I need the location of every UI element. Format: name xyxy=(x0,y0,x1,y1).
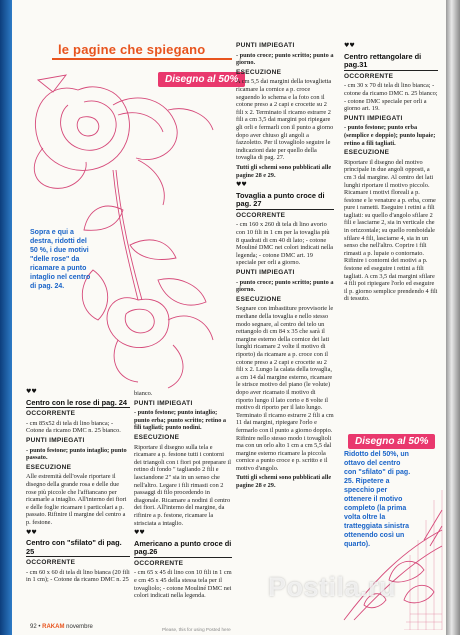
label-punti-l: PUNTI IMPIEGATI xyxy=(26,436,85,444)
column-middle-bottom xyxy=(134,390,232,602)
stem-and-leaves-motif xyxy=(82,170,206,320)
column-right xyxy=(344,42,438,305)
label-occorrente-m: OCCORRENTE xyxy=(134,559,184,567)
text-esecuzione: A cm 5,5 dai margini della tovaglietta ricamare la cornice a p. croce seguendo lo schema e la foto con il cotone preso a 2 capi e crocette su 2 fili x 2. Terminato il ricamo estrarre 2 fili a cm 3,5 dai margini poi ripiegare gli orli e fermarli con il punto a giorno dopo aver chiuso gli angoli a fazzoletto. Per il tovagliolo seguire le indicazioni date per quello della tovaglia di pag. 27. xyxy=(236,78,334,162)
text-continuation: bianco. xyxy=(134,390,153,397)
header-rule xyxy=(52,58,232,60)
label-occorrente-l2: OCCORRENTE xyxy=(26,559,76,567)
badge-design-scale-top: Disegno al 50% xyxy=(158,72,245,87)
left-page-edge xyxy=(0,0,12,635)
text-punti: - punto croce; punto scritto; punto a giorno. xyxy=(236,51,334,67)
label-esecuzione-m: ESECUZIONE xyxy=(134,433,180,441)
small-rose-motif xyxy=(107,298,213,388)
large-rose-motif xyxy=(34,75,213,205)
page-binding xyxy=(446,0,460,635)
text-punti-l: - punto festone; punto intaglio; punto passato. xyxy=(26,446,127,462)
label-esecuzione: ESECUZIONE xyxy=(236,68,282,76)
page-header-title: le pagine che spiegano xyxy=(58,42,206,57)
section-title-centro-rettangolare: Centro rettangolare di pag.31 xyxy=(344,53,438,71)
label-occorrente-l: OCCORRENTE xyxy=(26,410,76,418)
heart-rating-icon-left: ♥♥ xyxy=(26,388,37,395)
section-title-americano: Americano a punto croce di pag.26 xyxy=(134,538,232,557)
footer-separator: • xyxy=(38,624,41,630)
text-occorrente-r: - cm 30 x 70 di tela di lino bianca; - cotone da ricamo DMC n. 25 bianco; - cotone DMC speciale per orli a giorno art. 19. xyxy=(344,82,438,113)
section-title-centro-rose: Centro con le rose di pag. 24 xyxy=(26,399,130,409)
bottom-note: Please, this for using Posted here xyxy=(162,627,231,632)
text-punti-r: - punto festone; punto erba (semplice e doppio); punto lupaie; retino a fili tagliati. xyxy=(344,124,436,147)
text-occorrente-l2: - cm 60 x 60 di tela di lino bianca (20 fili in 1 cm); - Cotone da ricamo DMC n. 25 xyxy=(26,568,130,584)
label-punti-2: PUNTI IMPIEGATI xyxy=(236,269,295,277)
label-punti-r: PUNTI IMPIEGATI xyxy=(344,114,403,122)
badge-design-scale-bottom: Disegno al 50% xyxy=(348,434,435,449)
heart-rating-icon-left-2: ♥♥ xyxy=(26,528,37,536)
text-occorrente: - cm 160 x 260 di tela di lino avorio con 10 fili in 1 cm per la tovaglia più 8 quadrati di cm 40 di lato; - cotone Mouliné DMC nei colori indicati nella legenda; - cotone DMC art. 19 speciale per orli a giorno. xyxy=(236,221,334,267)
text-schemi: Tutti gli schemi sono pubblicati alle pagine 28 e 29. xyxy=(236,163,332,179)
column-middle-top xyxy=(236,42,334,492)
heart-rating-icon: ♥♥ xyxy=(236,181,247,189)
column-left xyxy=(26,388,130,586)
text-occorrente-l: - cm 85x52 di tela di lino bianca; - Cotone da ricamo DMC n. 25 bianco. xyxy=(26,419,121,435)
text-esecuzione-r: Riportare il disegno del motivo principale in due angoli opposti, a cm 3 dal margine. Al centro dei lati lunghi riportare il motivo piccolo. Ricamare i motivi floreali a p. festone e le venature a p. erba, come pure i rametti. Eseguire i retini a fili tagliati: su quello d'angolo sfilare 2 fili e lasciarne 2, sia in verticale che in orizzontale; su quello romboidale sfilare 4 fili, lasciarne 4, sia in un senso che nell'altro. Coprire i fili rimasti a p. lupaie o contornato. Rifinire i contorni dei motivi a p. festone ed eseguire i retini a fili tagliati. A cm 3,5 dai margini sfilare 4 fili poi ripiegare l'orlo ed eseguire il p. giorno semplice prendendo 4 fili di tessuto. xyxy=(344,158,438,303)
section-title-tovaglia: Tovaglia a punto croce di pag. 27 xyxy=(236,192,334,210)
text-punti-2: - punto croce; punto scritto; punto a giorno. xyxy=(236,278,334,294)
label-occorrente: OCCORRENTE xyxy=(236,211,286,219)
section-title-centro-sfilato: Centro con "sfilato" di pag. 25 xyxy=(26,539,130,557)
caption-sfilato-motif: Ridotto del 50%, un ottavo del centro con "sfilato" di pag. 25. Ripetere a specchio per ottenere il motivo completo (la prima volta oltre la tratteggiata sinistra ottenendo così un quarto). xyxy=(344,451,411,548)
text-esecuzione-l: Alle estremità dell'ovale riportare il disegno della grande rosa e delle due rose più piccole che l'affiancano per ricamarle a intaglio. All'interno dei fiori e delle foglie ricamare i particolari a p. passato. Rifinire il margine del centro a p. festone. xyxy=(26,473,127,526)
label-occorrente-r: OCCORRENTE xyxy=(344,72,394,80)
site-watermark: Postila.ru xyxy=(268,572,397,602)
label-esecuzione-l: ESECUZIONE xyxy=(26,463,72,471)
text-punti-m: - punto festone; punto intaglio; punto erba; punto scritto; retino a fili tagliati; punto nodini. xyxy=(134,409,227,432)
label-punti-m: PUNTI IMPIEGATI xyxy=(134,399,193,407)
text-esecuzione-2: Segnare con imbastiture provvisorie le mediane della tovaglia e nello stesso modo segnare, al centro del telo un rettangolo di cm 84 x 35 che sarà il margine esterno della cornice dei lati lunghi ricamare 2 volte il motivo di riporto) da ricamare a p. croce con il cotone preso a 2 capi e crocette su 2 fili x 2. Lungo la calata della tovaglia, a cm 14 dal margine esterno, ricamare le strisce motivo del piano (le volute) dopo aver ricamato il motivo di riporto lungo il lato corto e 8 volte il motivo di riporto per il lato lungo. Terminato il ricamo estrarre 2 fili a cm 11 dai margini, ripiegare l'orlo e fermarlo con il punto a giorno doppio. Rifinire nello stesso modo i tovaglioli ma con un orlo alto 1 cm a cm 5,5 dal margine esterno ricamare la piccola cornice a punto croce e p. scritto e il motivo d'angolo. xyxy=(236,305,334,472)
label-esecuzione-2: ESECUZIONE xyxy=(236,295,282,303)
page-number: 92 xyxy=(30,624,37,630)
text-esecuzione-m: Riportare il disegno sulla tela e ricamare a p. festone tutti i contorni dei triangoli con i fiori poi preparare il retino di fondo " tagliando 2 fili e lasciandone 2" sia in un senso che nell'altro. Legare i fili rimasti con 2 passaggi di filo procedendo in diagonale. Ricamare a nodini il centro dei fiori. All'interno del margine, da rifinire a p. festone, ricamare la strisciata a intaglio. xyxy=(134,443,232,527)
heart-rating-icon-right: ♥♥ xyxy=(344,42,355,49)
page-footer xyxy=(30,624,93,630)
text-schemi-2: Tutti gli schemi sono pubblicati alle pagine 28 e 29. xyxy=(236,474,332,490)
caption-rose-motifs: Sopra e qui a destra, ridotti del 50 %, i due motivi "delle rose" da ricamare a punto intaglio nel centro di pag. 24. xyxy=(30,229,91,290)
label-esecuzione-r: ESECUZIONE xyxy=(344,149,390,157)
magazine-brand: RAKAM xyxy=(42,624,65,630)
magazine-issue: novembre xyxy=(66,624,93,630)
magazine-page xyxy=(12,0,446,635)
label-punti: PUNTI IMPIEGATI xyxy=(236,42,295,49)
heart-rating-icon-mid: ♥♥ xyxy=(134,529,145,537)
text-occorrente-m: - cm 65 x 45 di lino con 10 fili in 1 cm e cm 45 x 45 della stessa tela per il tovagliolo; - cotone Mouliné DMC nei colori indicati nella legenda. xyxy=(134,569,232,600)
